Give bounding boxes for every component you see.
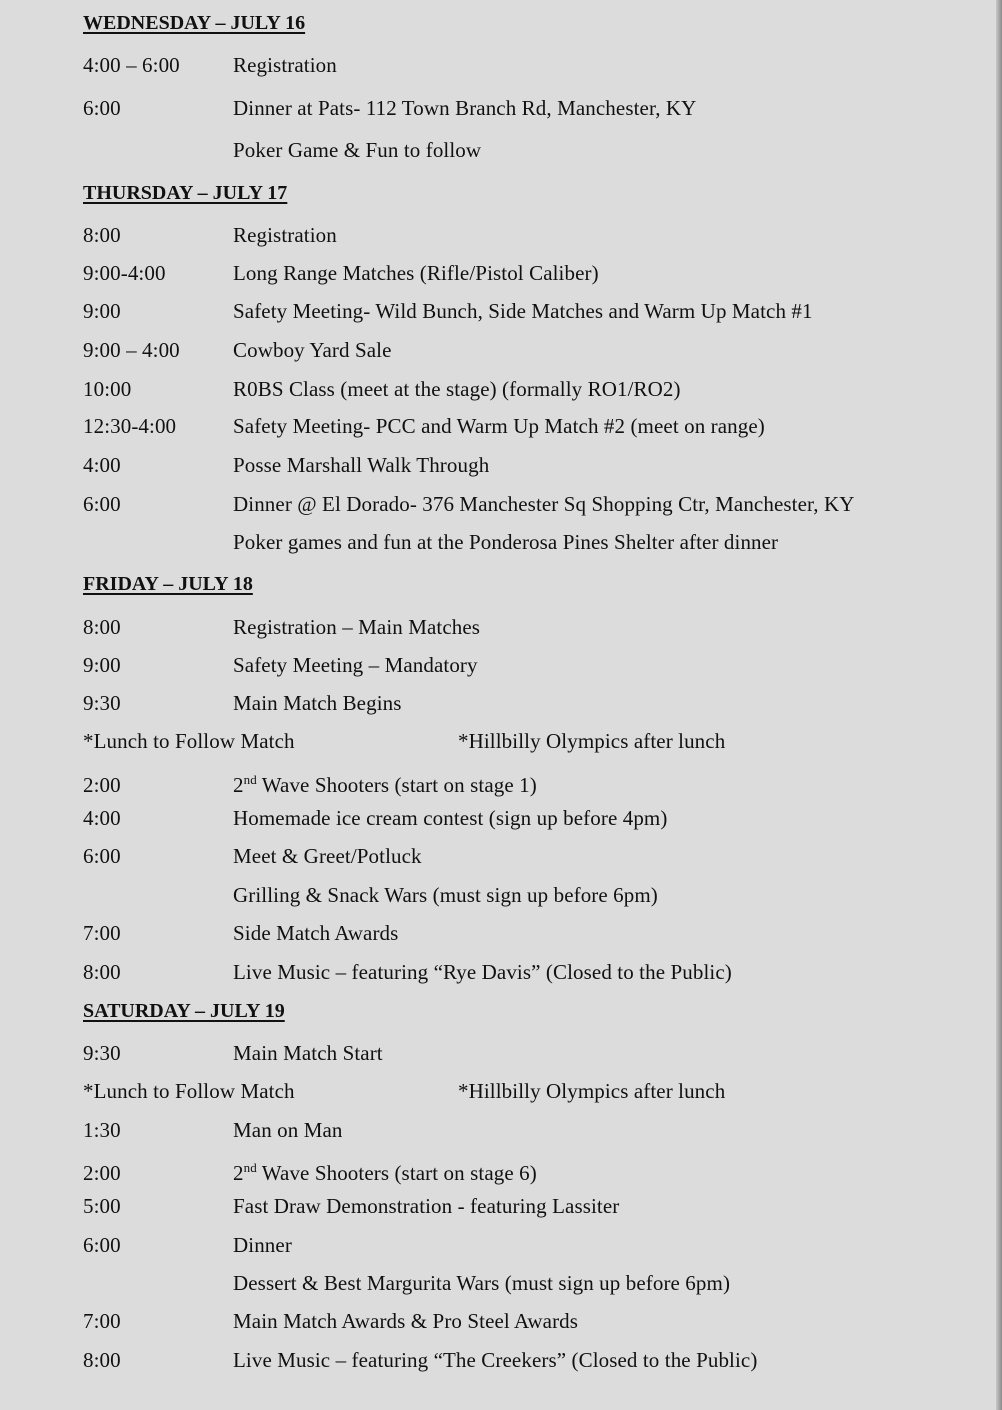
- schedule-row: [83, 1041, 383, 1065]
- schedule-row: [83, 1156, 537, 1185]
- row-time: 8:00: [83, 223, 121, 247]
- row-time: 9:30: [83, 691, 121, 715]
- row-time: 8:00: [83, 615, 121, 639]
- row-description: Cowboy Yard Sale: [233, 338, 392, 362]
- lunch-note-row: [83, 729, 725, 753]
- schedule-row: [83, 615, 480, 639]
- row-description: R0BS Class (meet at the stage) (formally RO1/RO2): [233, 377, 681, 401]
- olympics-note: *Hillbilly Olympics after lunch: [458, 1079, 726, 1103]
- row-time: 9:00-4:00: [83, 261, 166, 285]
- row-time: 10:00: [83, 377, 132, 401]
- row-description: Long Range Matches (Rifle/Pistol Caliber): [233, 261, 599, 285]
- row-time: 9:00 – 4:00: [83, 338, 180, 362]
- schedule-row: [83, 492, 854, 516]
- schedule-row: [83, 414, 765, 438]
- row-time: 2:00: [83, 773, 121, 797]
- schedule-row: [83, 530, 778, 554]
- schedule-row: [83, 921, 398, 945]
- lunch-note: *Lunch to Follow Match: [83, 1079, 295, 1103]
- row-description: Side Match Awards: [233, 921, 399, 945]
- page-edge-shadow: [996, 0, 1002, 1410]
- lunch-note-row: [83, 1079, 725, 1103]
- row-time: 7:00: [83, 1309, 121, 1333]
- row-description: Main Match Start: [233, 1041, 383, 1065]
- day-heading-saturday: SATURDAY – JULY 19: [83, 1000, 285, 1022]
- row-description: Dinner: [233, 1233, 292, 1257]
- schedule-row: [83, 806, 667, 830]
- row-time: 9:30: [83, 1041, 121, 1065]
- row-description: Registration – Main Matches: [233, 615, 481, 639]
- schedule-row: [83, 223, 337, 247]
- day-heading-wednesday: WEDNESDAY – JULY 16: [83, 12, 306, 34]
- row-description: Registration: [233, 53, 337, 77]
- ordinal-suffix: nd: [243, 772, 257, 787]
- schedule-row: [83, 261, 599, 285]
- row-time: 1:30: [83, 1118, 121, 1142]
- schedule-row: [83, 299, 813, 323]
- row-description: Grilling & Snack Wars (must sign up before 6pm): [233, 883, 658, 907]
- schedule-row: [83, 1271, 730, 1295]
- row-time: 8:00: [83, 960, 121, 984]
- row-description: Safety Meeting- PCC and Warm Up Match #2 (meet on range): [233, 414, 765, 438]
- schedule-row: [83, 453, 489, 477]
- schedule-row: [83, 768, 537, 797]
- row-description: Poker Game & Fun to follow: [233, 138, 482, 162]
- row-description: Dinner at Pats- 112 Town Branch Rd, Manchester, KY: [233, 96, 697, 120]
- row-description-text: Wave Shooters (start on stage 6): [256, 1161, 537, 1185]
- row-time: 9:00: [83, 299, 121, 323]
- day-heading-friday: FRIDAY – JULY 18: [83, 573, 253, 595]
- row-description: Main Match Awards & Pro Steel Awards: [233, 1309, 579, 1333]
- row-time: 2:00: [83, 1161, 121, 1185]
- ordinal-number: 2: [233, 773, 244, 797]
- row-time: 6:00: [83, 492, 121, 516]
- ordinal-number: 2: [233, 1161, 244, 1185]
- schedule-row: [83, 653, 478, 677]
- row-time: 7:00: [83, 921, 121, 945]
- day-heading-thursday: THURSDAY – JULY 17: [83, 182, 288, 204]
- row-time: 5:00: [83, 1194, 121, 1218]
- row-description: Live Music – featuring “Rye Davis” (Closed to the Public): [233, 960, 732, 984]
- row-time: 6:00: [83, 1233, 121, 1257]
- row-description: Dessert & Best Margurita Wars (must sign up before 6pm): [233, 1271, 731, 1295]
- schedule-row: [83, 53, 337, 77]
- schedule-row: [83, 338, 392, 362]
- schedule-row: [83, 883, 658, 907]
- row-description: Registration: [233, 223, 337, 247]
- row-description-text: Wave Shooters (start on stage 1): [256, 773, 537, 797]
- row-time: 4:00 – 6:00: [83, 53, 180, 77]
- row-description: Man on Man: [233, 1118, 343, 1142]
- row-time: 12:30-4:00: [83, 414, 177, 438]
- lunch-note: *Lunch to Follow Match: [83, 729, 295, 753]
- row-description: [233, 768, 537, 797]
- row-description: Homemade ice cream contest (sign up before 4pm): [233, 806, 668, 830]
- row-description: Posse Marshall Walk Through: [233, 453, 490, 477]
- schedule-row: [83, 1118, 343, 1142]
- row-time: 6:00: [83, 96, 121, 120]
- schedule-row: [83, 1194, 619, 1218]
- schedule-row: [83, 844, 422, 868]
- row-description: Safety Meeting- Wild Bunch, Side Matches and Warm Up Match #1: [233, 299, 813, 323]
- row-time: 9:00: [83, 653, 121, 677]
- row-description: Poker games and fun at the Ponderosa Pines Shelter after dinner: [233, 530, 779, 554]
- row-description: Live Music – featuring “The Creekers” (Closed to the Public): [233, 1348, 758, 1372]
- schedule-row: [83, 1348, 757, 1372]
- row-description: [233, 1156, 537, 1185]
- row-time: 8:00: [83, 1348, 121, 1372]
- schedule-row: [83, 691, 402, 715]
- row-time: 4:00: [83, 806, 121, 830]
- ordinal-suffix: nd: [243, 1160, 257, 1175]
- schedule-row: [83, 377, 681, 401]
- row-description: Fast Draw Demonstration - featuring Lassiter: [233, 1194, 620, 1218]
- row-time: 4:00: [83, 453, 121, 477]
- row-description: Main Match Begins: [233, 691, 402, 715]
- schedule-row: [83, 1309, 578, 1333]
- schedule-row: [83, 138, 481, 162]
- row-description: Meet & Greet/Potluck: [233, 844, 422, 868]
- row-time: 6:00: [83, 844, 121, 868]
- row-description: Safety Meeting – Mandatory: [233, 653, 478, 677]
- olympics-note: *Hillbilly Olympics after lunch: [458, 729, 726, 753]
- row-description: Dinner @ El Dorado- 376 Manchester Sq Shopping Ctr, Manchester, KY: [233, 492, 855, 516]
- schedule-row: [83, 1233, 292, 1257]
- schedule-row: [83, 96, 696, 120]
- schedule-row: [83, 960, 732, 984]
